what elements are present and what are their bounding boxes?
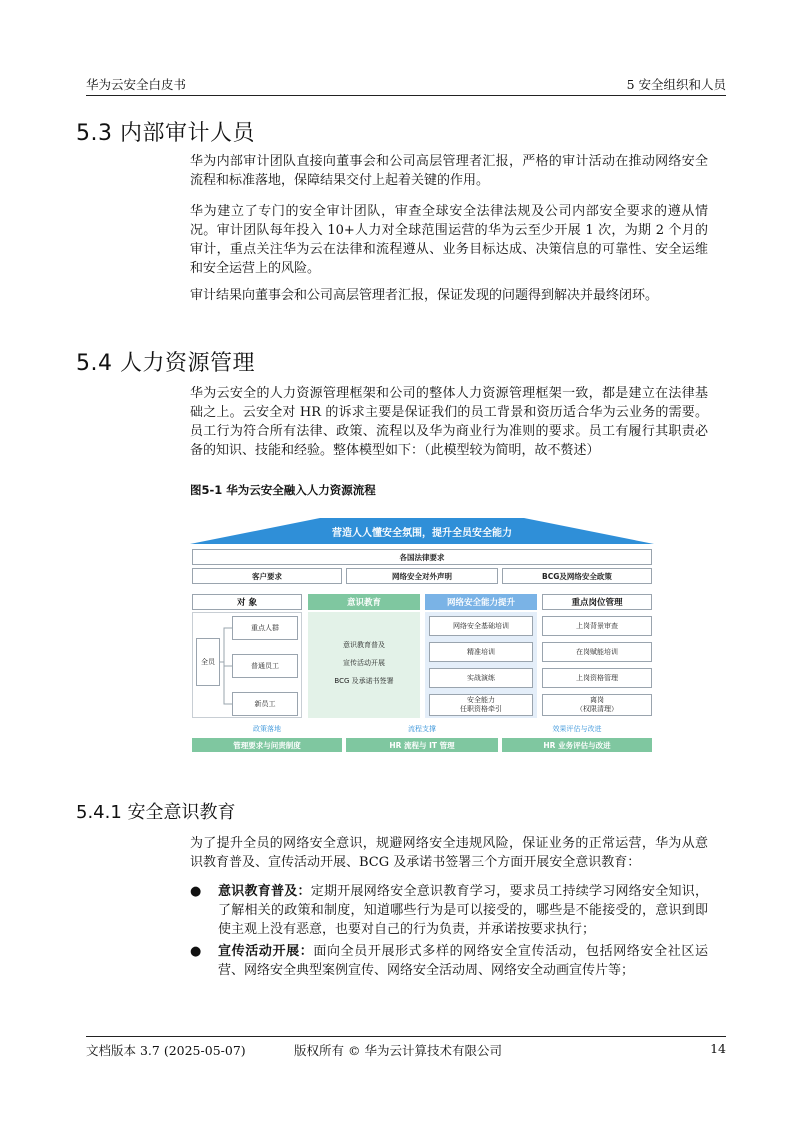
para-5-3-3: 审计结果向董事会和公司高层管理者汇报，保证发现的问题得到解决并最终闭环。 [190, 288, 659, 303]
roof-slogan: 营造人人懂安全氛围，提升全员安全能力 [332, 528, 512, 539]
col-head-objects: 对 象 [192, 594, 302, 610]
awareness-panel [308, 612, 420, 718]
awareness-line-2: 宣传活动开展 [343, 659, 385, 667]
object-key-group: 重点人群 [232, 616, 298, 640]
footer-copyright: 版权所有 © 华为云计算技术有限公司 [294, 1043, 502, 1058]
post-enablement-training: 在岗赋能培训 [542, 642, 652, 662]
awareness-line-3: BCG 及承诺书签署 [334, 677, 394, 685]
post-qualification-mgmt: 上岗资格管理 [542, 668, 652, 688]
section-title-5-4-1: 5.4.1 安全意识教育 [76, 802, 236, 823]
header-chapter: 5 安全组织和人员 [626, 77, 726, 92]
footer-version: 文档版本 3.7 (2025-05-07) [86, 1043, 246, 1058]
bullet-text: 面向全员开展形式多样的网络安全宣传活动，包括网络安全社区运营、网络安全典型案例宣传、网络安全活动周、网络安全动画宣传片等； [218, 944, 708, 978]
page-footer [86, 1036, 726, 1059]
section-title-5-4: 5.4 人力资源管理 [76, 351, 255, 376]
col-head-capability: 网络安全能力提升 [425, 594, 537, 610]
para-5-3-1: 华为内部审计团队直接向董事会和公司高层管理者汇报，严格的审计活动在推动网络安全流程和标准落地，保障结果交付上起着关键的作用。 [190, 154, 708, 188]
bullet-awareness-education [190, 882, 708, 939]
col-head-awareness: 意识教育 [308, 594, 420, 610]
foot-label-evaluation: 效果评估与改进 [552, 725, 602, 733]
foot-label-process: 流程支撑 [408, 725, 436, 733]
bullet-term: 意识教育普及： [218, 884, 311, 899]
foot-bar-accountability: 管理要求与问责制度 [192, 738, 342, 752]
post-offboarding: 离岗 （权限清理） [542, 694, 652, 716]
post-background-check: 上岗背景审查 [542, 616, 652, 636]
figure-caption: 图5-1 华为云安全融入人力资源流程 [190, 483, 376, 497]
external-statement-box: 网络安全对外声明 [346, 568, 498, 584]
header-doc-title: 华为云安全白皮书 [86, 77, 187, 92]
col-head-key-posts: 重点岗位管理 [542, 594, 652, 610]
object-general-staff: 普通员工 [232, 654, 298, 678]
bcg-policy-box: BCG及网络安全政策 [502, 568, 652, 584]
footer-page-number: 14 [710, 1041, 726, 1056]
section-title-5-3: 5.3 内部审计人员 [76, 121, 255, 146]
page-header [86, 76, 726, 96]
laws-box: 各国法律要求 [192, 549, 652, 565]
all-staff-box: 全员 [196, 638, 220, 686]
bullet-promotion-activities [190, 942, 708, 980]
capability-drill: 实战演练 [429, 668, 533, 688]
para-5-3-2: 华为建立了专门的安全审计团队，审查全球安全法律法规及公司内部安全要求的遵从情况。审计团队每年投入 10+人力对全球范围运营的华为云至少开展 1 次，为期 2 个月的审计，重点关注华为云在法律和流程遵从、业务目标达成、决策信息的可靠性、安全运维和安全运营上的风险。 [190, 204, 708, 276]
objects-bracket [220, 614, 232, 716]
hr-process-diagram [190, 518, 654, 755]
capability-qualification: 安全能力 任职资格牵引 [429, 694, 533, 716]
capability-precise-training: 精准培训 [429, 642, 533, 662]
bullet-dot: ● [190, 884, 202, 899]
capability-basic-training: 网络安全基础培训 [429, 616, 533, 636]
para-5-4-1-intro: 为了提升全员的网络安全意识，规避网络安全违规风险，保证业务的正常运营，华为从意识教育普及、宣传活动开展、BCG 及承诺书签署三个方面开展安全意识教育： [190, 836, 708, 870]
foot-label-policy: 政策落地 [253, 725, 281, 733]
bullet-term: 宣传活动开展： [218, 944, 314, 959]
customer-requirements-box: 客户要求 [192, 568, 342, 584]
para-5-4: 华为云安全的人力资源管理框架和公司的整体人力资源管理框架一致，都是建立在法律基础之上。云安全对 HR 的诉求主要是保证我们的员工背景和资历适合华为云业务的需要。员工行为符合所有法律、政策、流程以及华为商业行为准则的要求。员工有履行其职责必备的知识、技能和经验。整体模型如下：（此模型较为简明，故不赘述） [190, 386, 708, 458]
object-new-staff: 新员工 [232, 692, 298, 716]
foot-bar-hr-it: HR 流程与 IT 管理 [346, 738, 498, 752]
awareness-line-1: 意识教育普及 [343, 641, 385, 649]
bullet-text: 定期开展网络安全意识教育学习，要求员工持续学习网络安全知识，了解相关的政策和制度，知道哪些行为是可以接受的，哪些是不能接受的，意识到即使主观上没有恶意，也要对自己的行为负责，并承诺按要求执行； [218, 884, 708, 937]
foot-bar-hr-evaluation: HR 业务评估与改进 [502, 738, 652, 752]
bullet-dot: ● [190, 944, 202, 959]
